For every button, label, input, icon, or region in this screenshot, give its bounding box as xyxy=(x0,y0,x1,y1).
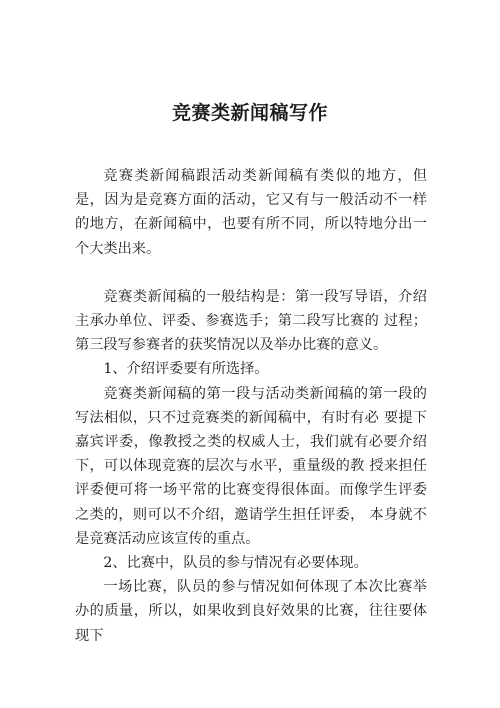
paragraph-judges: 竞赛类新闻稿的第一段与活动类新闻稿的第一段的写法相似，只不过竞赛类的新闻稿中，有时有必 要提下嘉宾评委，像教授之类的权威人士，我们就有必要介绍下，可以体现竞赛的层次与水平，重量级的教 授来担任评委便可将一场平常的比赛变得很体面。而像学生评委之类的，则可以不介绍，邀请学生担任评委， 本身就不是竞赛活动应该宣传的重点。 xyxy=(75,385,427,547)
paragraph-structure: 竞赛类新闻稿的一般结构是：第一段写导语，介绍主承办单位、评委、参赛选手；第二段写比赛的 过程；第三段写参赛者的获奖情况以及举办比赛的意义。 xyxy=(75,288,427,354)
paragraph-participation: 一场比赛，队员的参与情况如何体现了本次比赛举办的质量，所以，如果收到良好效果的比赛，往往要体现下 xyxy=(75,579,427,644)
document-body xyxy=(75,164,427,648)
paragraph-intro: 竞赛类新闻稿跟活动类新闻稿有类似的地方，但是，因为是竞赛方面的活动，它又有与一般活动不一样的地方，在新闻稿中，也要有所不同，所以特地分出一个大类出来。 xyxy=(75,168,427,257)
section-heading-judges: 1、介绍评委要有所选择。 xyxy=(103,361,269,378)
document-title: 竞赛类新闻稿写作 xyxy=(171,102,328,124)
section-heading-participation: 2、比赛中，队员的参与情况有必要体现。 xyxy=(103,555,368,572)
